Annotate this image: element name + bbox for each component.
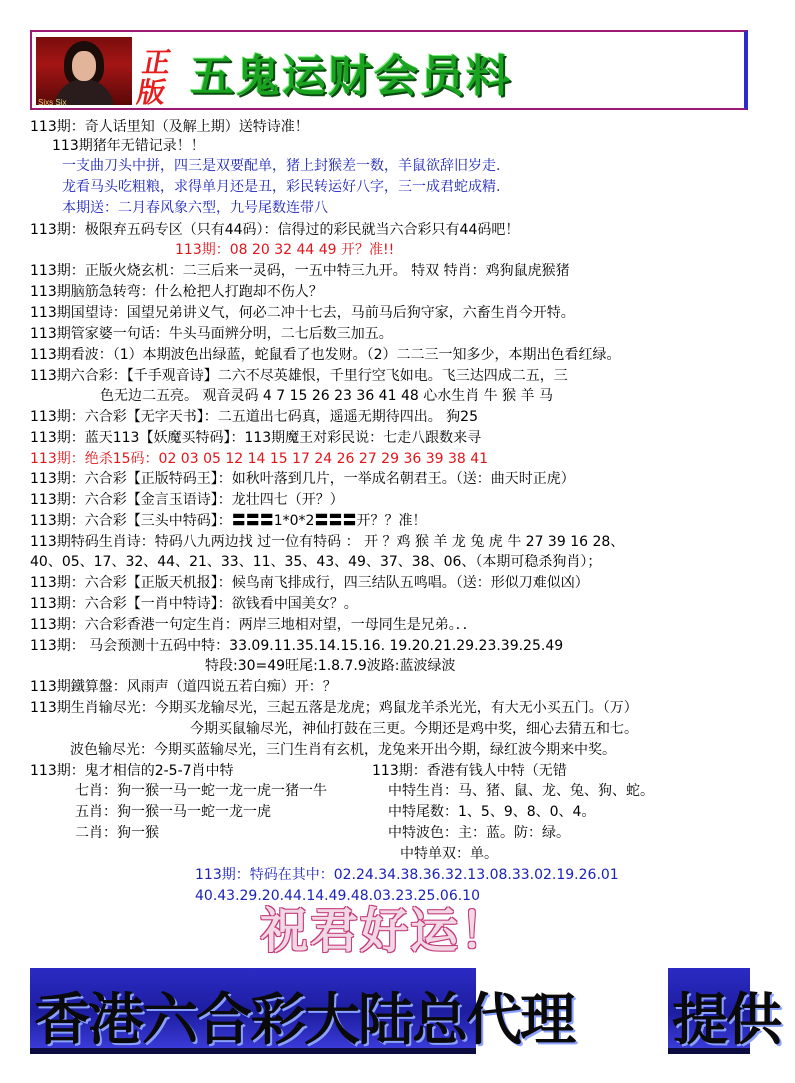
poem-line-2: 龙看马头吃粗粮，求得单月还是丑，彩民转运好八字，三一成君蛇成精. (62, 179, 501, 195)
line-butler-saying: 113期管家婆一句话：牛头马面辨分明，二七后数三加五。 (30, 326, 393, 342)
line-guanyin-codes: 色无边二五亮。 观音灵码 4 7 15 26 23 36 41 48 心水生肖 牛 猴 羊 马 (100, 388, 554, 404)
line-rich-title: 113期：香港有钱人中特（无错 (372, 763, 567, 779)
line-zodiac-codes: 40、05、17、32、44、21、33、11、35、43、49、37、38、06、（本期可稳杀狗肖）； (30, 554, 602, 570)
line-guowang-poem: 113期国望诗：国望兄弟讲义气，何必二冲十七去，马前马后狗守家，六畜生肖今开特。 (30, 305, 575, 321)
poem-line-3: 本期送：二月春风象六型，九号尾数连带八 (62, 200, 328, 216)
line-44-codes: 113期：极限弃五码专区（只有44码）：信得过的彩民就当六合彩只有44码吧！ (30, 222, 520, 238)
line-kill-15: 113期：绝杀15码：02 03 05 12 14 15 17 24 26 27 29 36 39 38 41 (30, 451, 489, 467)
line-special-codes-2: 40.43.29.20.44.14.49.48.03.23.25.06.10 (195, 888, 480, 904)
line-golden-words: 113期：六合彩【金言玉语诗】：龙壮四七（开？） (30, 492, 344, 508)
line-fire-mystery: 113期：正版火烧玄机：二三后来一灵码，一五中特三九开。 特双 特肖：鸡狗鼠虎猴猪 (30, 263, 570, 279)
line-wave-lose: 波色输尽光：今期买蓝输尽光，三门生肖有玄机，龙兔来开出今期，绿红波今期来中奖。 (70, 742, 616, 758)
agent-banner-text: 香港六合彩大陆总代理 (34, 987, 574, 1053)
line-hk-saying: 113期：六合彩香港一句定生肖：两岸三地相对望，一母同生是兄弟。．． (30, 617, 477, 633)
line-riddle: 113期脑筋急转弯：什么枪把人打跑却不伤人？ (30, 284, 323, 300)
line-zodiac-poem: 113期特码生肖诗：特码八九两边找 过一位有特码 ： 开 ？鸡 猴 羊 龙 兔 虎 牛 27 39 16 28、 (30, 534, 625, 550)
line-257-title: 113期：鬼才相信的2-5-7肖中特 (30, 763, 234, 779)
line-three-head: 113期：六合彩【三头中特码】：〓〓〓1*0*2〓〓〓开？？准！ (30, 513, 427, 529)
line-seven-zodiac: 七肖：狗一猴一马一蛇一龙一虎一猪一牛 (75, 783, 327, 799)
photo-caption: Sixs Six (38, 98, 67, 107)
line-code-king: 113期：六合彩【正版特码王】：如秋叶落到几片，一举成名朝君王。（送：曲天时正虎） (30, 471, 575, 487)
line-rich-wave: 中特波色：主：蓝。防：绿。 (388, 825, 570, 841)
line-one-zodiac: 113期：六合彩【一肖中特诗】：欲钱看中国美女？。 (30, 596, 358, 612)
line-abacus: 113期鐵算盤：风雨声（道四说五若白痴）开：？ (30, 679, 337, 695)
line-rich-tail: 中特尾数：1、5、9、8、0、4。 (388, 804, 596, 820)
poem-line-1: 一支曲刀头中拼，四三是双要配单，猪上封猴差一数，羊鼠欲辞旧岁走. (62, 158, 501, 174)
red-smudge (180, 848, 370, 860)
page-title: 五鬼运财会员料 (190, 51, 512, 102)
line-zodiac-lose-2: 今期买鼠输尽光，神仙打鼓在三更。今期还是鸡中奖，细心去猜五和七。 (190, 721, 638, 737)
provider-banner-text: 提供 (672, 987, 780, 1053)
presenter-photo (36, 37, 132, 105)
line-wordless-book: 113期：六合彩【无字天书】：二五道出七码真，遥遥无期待四出。 狗25 (30, 409, 478, 425)
good-luck-text: 祝君好运！ (260, 903, 511, 959)
line-intro: 113期：奇人话里知（及解上期）送特诗准！ (30, 119, 309, 135)
line-demon-code: 113期：蓝天113【妖魔买特码】：113期魔王对彩民说：七走八跟数来寻 (30, 430, 482, 446)
line-heaven-report: 113期：六合彩【正版天机报】：候鸟南飞排成行，四三结队五鸣唱。（送：形似刀难似凶） (30, 575, 589, 591)
line-zodiac-lose-1: 113期生肖输尽光：今期买龙输尽光，三起五落是龙虎；鸡鼠龙羊杀光光，有大无小买五门。（万） (30, 700, 638, 716)
line-wave: 113期看波：（1）本期波色出绿蓝，蛇鼠看了也发财。（2）二二三一知多少，本期出色看红绿。 (30, 347, 621, 363)
line-guanyin-poem: 113期六合彩：【千手观音诗】二六不尽英雄恨，千里行空飞如电。飞三达四成二五，三 (30, 368, 568, 384)
line-record: 113期猪年无错记录！！ (52, 138, 205, 154)
line-special-codes-1: 113期：特码在其中：02.24.34.38.36.32.13.08.33.02.19.26.01 (195, 867, 619, 883)
line-two-zodiac: 二肖：狗一猴 (75, 825, 159, 841)
line-rich-oddeven: 中特单双：单。 (400, 846, 498, 862)
genuine-mark: 正版 (134, 46, 174, 109)
line-rich-zodiac: 中特生肖：马、猪、鼠、龙、兔、狗、蛇。 (388, 783, 654, 799)
line-five-zodiac: 五肖：狗一猴一马一蛇一龙一虎 (75, 804, 271, 820)
line-15-codes: 113期： 马会预测十五码中特：33.09.11.35.14.15.16. 19.20.21.29.23.39.25.49 (30, 638, 564, 654)
line-five-codes: 113期：08 20 32 44 49 开？准!! (175, 242, 395, 258)
line-segment: 特段:30=49旺尾:1.8.7.9波路:蓝波绿波 (205, 658, 456, 674)
